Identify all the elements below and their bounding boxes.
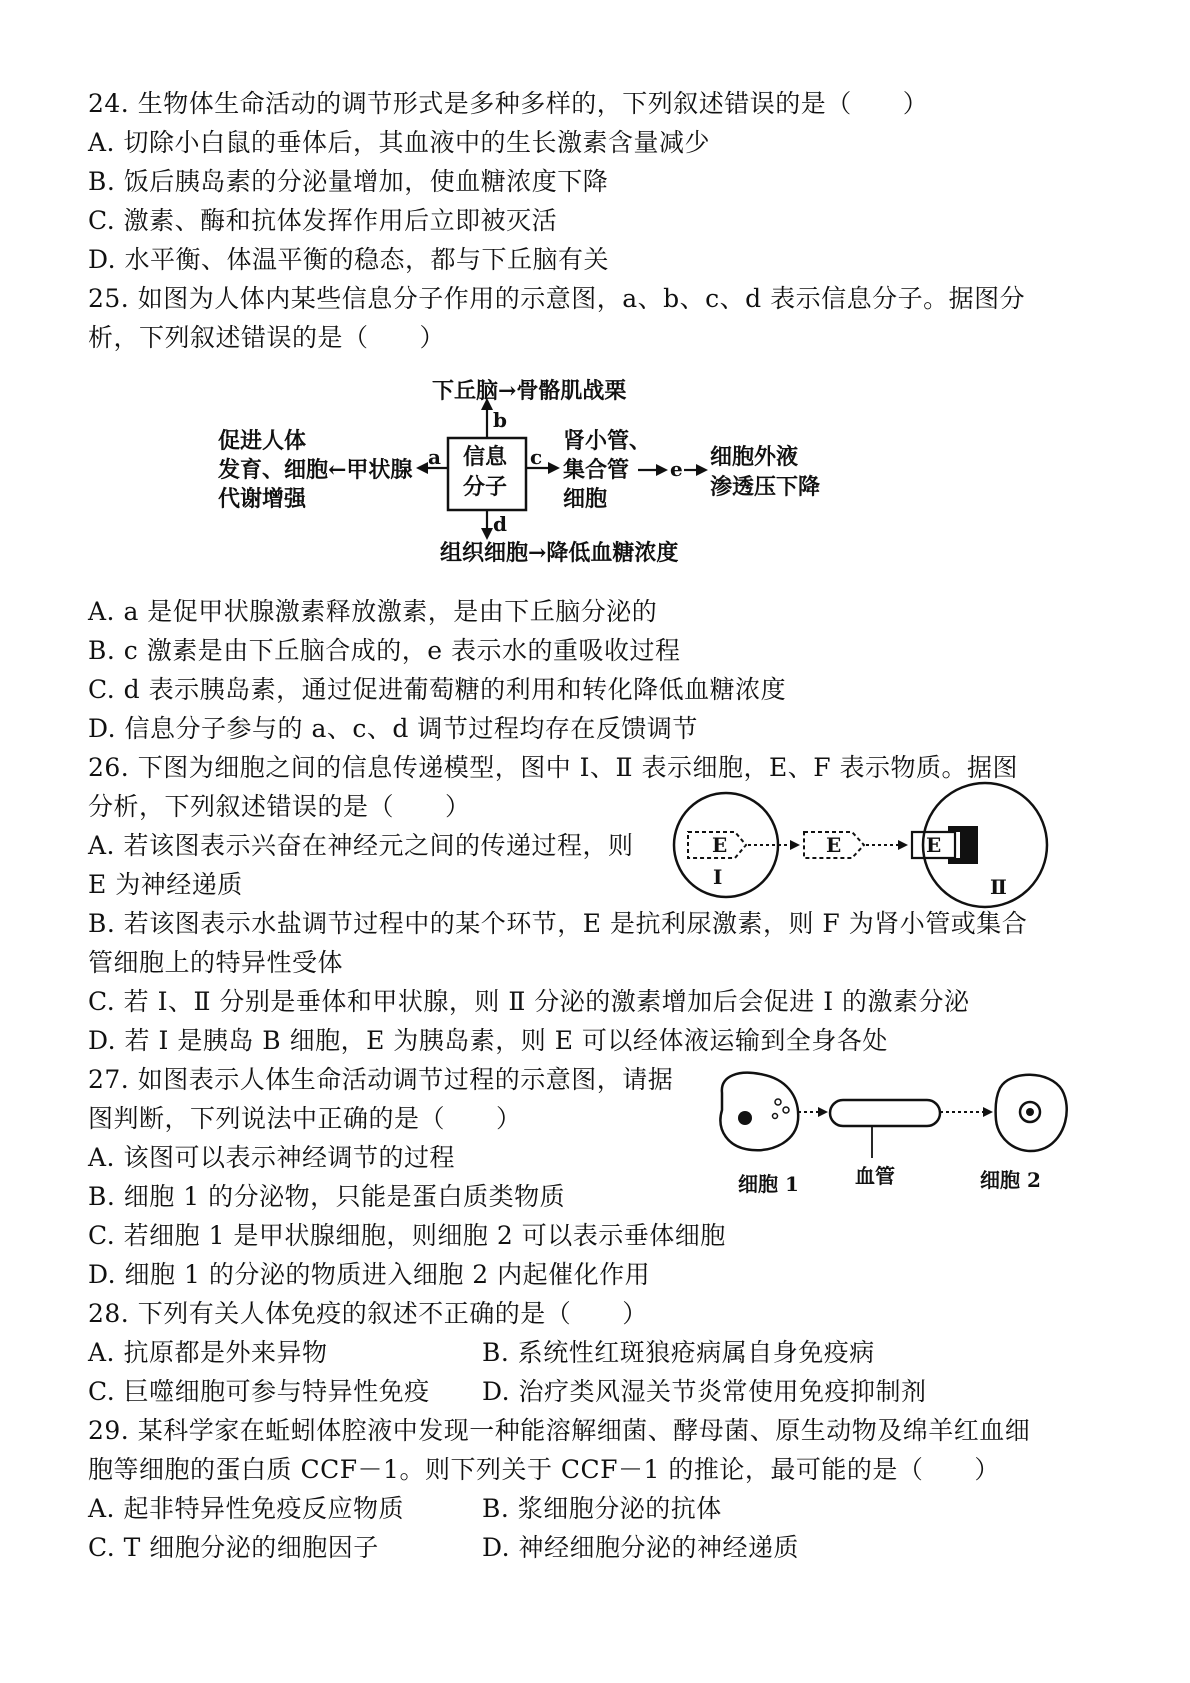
q27-option-b: B. 细胞 1 的分泌物，只能是蛋白质类物质 bbox=[88, 1182, 566, 1211]
q25-bottom-label: 组织细胞→降低血糖浓度 bbox=[440, 540, 679, 566]
q27-stem-line2: 图判断，下列说法中正确的是（ ） bbox=[88, 1104, 522, 1133]
q26-option-d: D. 若 Ⅰ 是胰岛 B 细胞，E 为胰岛素，则 E 可以经体液运输到全身各处 bbox=[88, 1026, 888, 1055]
q26-label-e1: E bbox=[712, 833, 728, 857]
q25-top-label: 下丘脑→骨骼肌战栗 bbox=[432, 378, 627, 404]
q27-option-a: A. 该图可以表示神经调节的过程 bbox=[88, 1143, 455, 1172]
q25-label-a: a bbox=[428, 445, 441, 469]
q26-stem-line1: 26. 下图为细胞之间的信息传递模型，图中 Ⅰ、Ⅱ 表示细胞，E、F 表示物质。据图 bbox=[88, 753, 1019, 782]
q28-option-d: D. 治疗类风湿关节炎常使用免疫抑制剂 bbox=[482, 1377, 927, 1406]
q25-left-text-2: 发育、细胞 bbox=[218, 457, 329, 483]
q28-option-b: B. 系统性红斑狼疮病属自身免疫病 bbox=[482, 1338, 875, 1367]
q26-option-a-line1: A. 若该图表示兴奋在神经元之间的传递过程，则 bbox=[88, 831, 634, 860]
q28-stem: 28. 下列有关人体免疫的叙述不正确的是（ ） bbox=[88, 1299, 648, 1328]
q29-stem-line1: 29. 某科学家在蚯蚓体腔液中发现一种能溶解细菌、酵母菌、原生动物及绵羊红血细 bbox=[88, 1416, 1031, 1445]
q29-option-d: D. 神经细胞分泌的神经递质 bbox=[482, 1533, 800, 1562]
q26-stem-line2: 分析，下列叙述错误的是（ ） bbox=[88, 792, 471, 821]
q26-option-c: C. 若 Ⅰ、Ⅱ 分别是垂体和甲状腺，则 Ⅱ 分泌的激素增加后会促进 Ⅰ 的激素分泌 bbox=[88, 987, 970, 1016]
q27-cell-1-label: 细胞 1 bbox=[738, 1172, 799, 1196]
q27-cell-1-nucleus bbox=[738, 1111, 752, 1125]
q28-option-a: A. 抗原都是外来异物 bbox=[88, 1338, 328, 1367]
q24-stem: 24. 生物体生命活动的调节形式是多种多样的，下列叙述错误的是（ ） bbox=[88, 89, 929, 118]
q26-option-b-line1: B. 若该图表示水盐调节过程中的某个环节，E 是抗利尿激素，则 F 为肾小管或集合 bbox=[88, 909, 1028, 938]
q29-option-a: A. 起非特异性免疫反应物质 bbox=[88, 1494, 404, 1523]
q25-box-text-2: 分子 bbox=[463, 474, 508, 500]
q25-right-text-1: 肾小管、 bbox=[563, 428, 652, 454]
q28-option-c: C. 巨噬细胞可参与特异性免疫 bbox=[88, 1377, 430, 1406]
q27-stem-line1: 27. 如图表示人体生命活动调节过程的示意图，请据 bbox=[88, 1065, 674, 1094]
q25-stem-line1: 25. 如图为人体内某些信息分子作用的示意图，a、b、c、d 表示信息分子。据图分 bbox=[88, 284, 1026, 313]
q24-option-a: A. 切除小白鼠的垂体后，其血液中的生长激素含量减少 bbox=[88, 128, 710, 157]
q27-vessel-label: 血管 bbox=[855, 1164, 895, 1188]
q25-left-text-1: 促进人体 bbox=[218, 428, 307, 454]
q27-blood-vessel bbox=[830, 1100, 940, 1126]
q25-label-e: e bbox=[670, 457, 683, 481]
q26-cell-1-label: Ⅰ bbox=[713, 865, 723, 889]
q24-option-c: C. 激素、酶和抗体发挥作用后立即被灭活 bbox=[88, 206, 558, 235]
q27-option-c: C. 若细胞 1 是甲状腺细胞，则细胞 2 可以表示垂体细胞 bbox=[88, 1221, 726, 1250]
q25-stem-line2: 析，下列叙述错误的是（ ） bbox=[88, 323, 446, 352]
q29-stem-line2: 胞等细胞的蛋白质 CCF－1。则下列关于 CCF－1 的推论，最可能的是（ ） bbox=[88, 1455, 1000, 1484]
q26-option-b-line2: 管细胞上的特异性受体 bbox=[88, 948, 344, 977]
q25-far-text-2: 渗透压下降 bbox=[710, 474, 821, 500]
q29-option-b: B. 浆细胞分泌的抗体 bbox=[482, 1494, 722, 1523]
q25-option-a: A. a 是促甲状腺激素释放激素，是由下丘脑分泌的 bbox=[88, 597, 658, 626]
q25-label-d: d bbox=[493, 512, 507, 536]
q25-label-b: b bbox=[493, 408, 507, 432]
q27-option-d: D. 细胞 1 的分泌的物质进入细胞 2 内起催化作用 bbox=[88, 1260, 651, 1289]
q26-cell-2-label: Ⅱ bbox=[990, 875, 1007, 899]
q25-right-text-2: 集合管 bbox=[563, 457, 630, 483]
q26-label-e2: E bbox=[826, 833, 842, 857]
q25-option-b: B. c 激素是由下丘脑合成的，e 表示水的重吸收过程 bbox=[88, 636, 681, 665]
q25-left-text-3: 代谢增强 bbox=[218, 486, 307, 512]
q25-right-text-3: 细胞 bbox=[563, 486, 608, 512]
q27-cell-2-label: 细胞 2 bbox=[980, 1168, 1041, 1192]
q29-option-c: C. T 细胞分泌的细胞因子 bbox=[88, 1533, 379, 1562]
q25-label-c: c bbox=[530, 445, 543, 469]
q25-box-text-1: 信息 bbox=[463, 444, 508, 470]
q27-cell-1 bbox=[720, 1073, 798, 1151]
q25-option-d: D. 信息分子参与的 a、c、d 调节过程均存在反馈调节 bbox=[88, 714, 698, 743]
q26-label-e3: E bbox=[926, 833, 942, 857]
q24-option-b: B. 饭后胰岛素的分泌量增加，使血糖浓度下降 bbox=[88, 167, 609, 196]
q25-thyroid-label: ←甲状腺 bbox=[328, 457, 413, 483]
q25-far-text-1: 细胞外液 bbox=[710, 444, 799, 470]
q24-option-d: D. 水平衡、体温平衡的稳态，都与下丘脑有关 bbox=[88, 245, 610, 274]
q25-option-c: C. d 表示胰岛素，通过促进葡萄糖的利用和转化降低血糖浓度 bbox=[88, 675, 787, 704]
q26-option-a-line2: E 为神经递质 bbox=[88, 870, 243, 899]
